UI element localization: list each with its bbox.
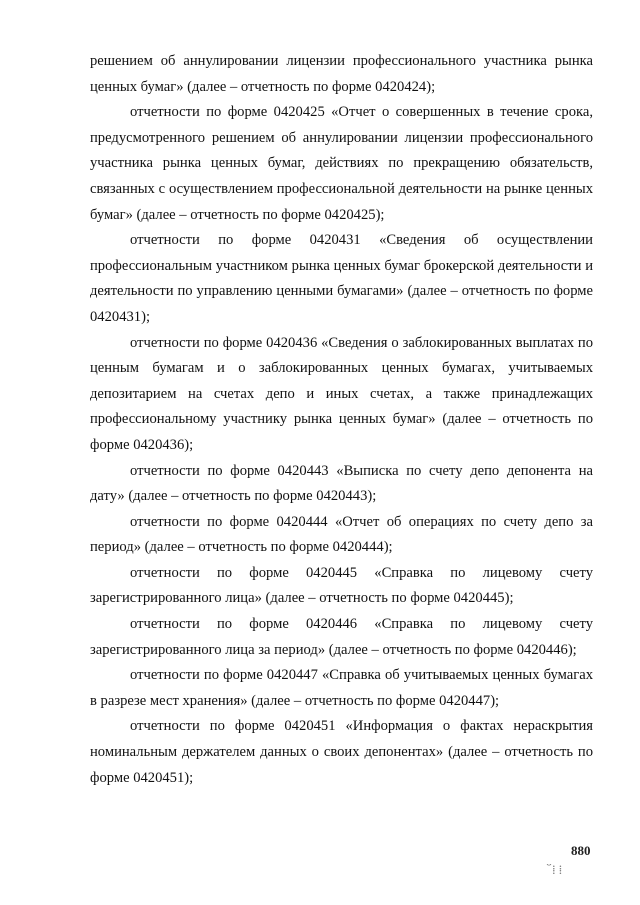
scan-stamp-mark: ꙼⁞⁞: [549, 863, 566, 878]
paragraph: отчетности по форме 0420444 «Отчет об операциях по счету депо за период» (далее – отчетность по форме 0420444);: [90, 513, 593, 556]
paragraph: отчетности по форме 0420425 «Отчет о совершенных в течение срока, предусмотренного решением об аннулировании лицензии профессионального участника рынка ценных бумаг, действиях по прекращению обязательств, связанных с осуществлением профессиональной деятельности на рынке ценных бумаг» (далее – отчетность по форме 0420425);: [90, 104, 593, 223]
paragraph: отчетности по форме 0420447 «Справка об учитываемых ценных бумагах в разрезе мест хранения» (далее – отчетность по форме 0420447);: [90, 667, 593, 709]
page-number: 880: [571, 843, 591, 858]
paragraph: отчетности по форме 0420446 «Справка по лицевому счету зарегистрированного лица за период» (далее – отчетность по форме 0420446);: [90, 616, 593, 658]
paragraph: отчетности по форме 0420431 «Сведения об осуществлении профессиональным участником рынка ценных бумаг брокерской деятельности и деятельности по управлению ценными бумагами» (далее – отчетность по форме 0420431);: [90, 232, 593, 325]
paragraph-continuation: решением об аннулировании лицензии профессионального участника рынка ценных бумаг» (далее – отчетность по форме 0420424);: [90, 53, 593, 95]
paragraph: отчетности по форме 0420445 «Справка по лицевому счету зарегистрированного лица» (далее – отчетность по форме 0420445);: [90, 564, 593, 607]
body-text: [90, 49, 593, 791]
paragraph: отчетности по форме 0420451 «Информация о фактах нераскрытия номинальным держателем данных о своих депонентах» (далее – отчетность по форме 0420451);: [90, 718, 593, 786]
paragraph: отчетности по форме 0420436 «Сведения о заблокированных выплатах по ценным бумагам и о заблокированных ценных бумагах, учитываемых депозитарием на счетах депо и иных счетах, а также принадлежащих профессиональному участнику рынка ценных бумаг» (далее – отчетность по форме 0420436);: [90, 334, 593, 453]
paragraph: отчетности по форме 0420443 «Выписка по счету депо депонента на дату» (далее – отчетность по форме 0420443);: [90, 462, 593, 505]
